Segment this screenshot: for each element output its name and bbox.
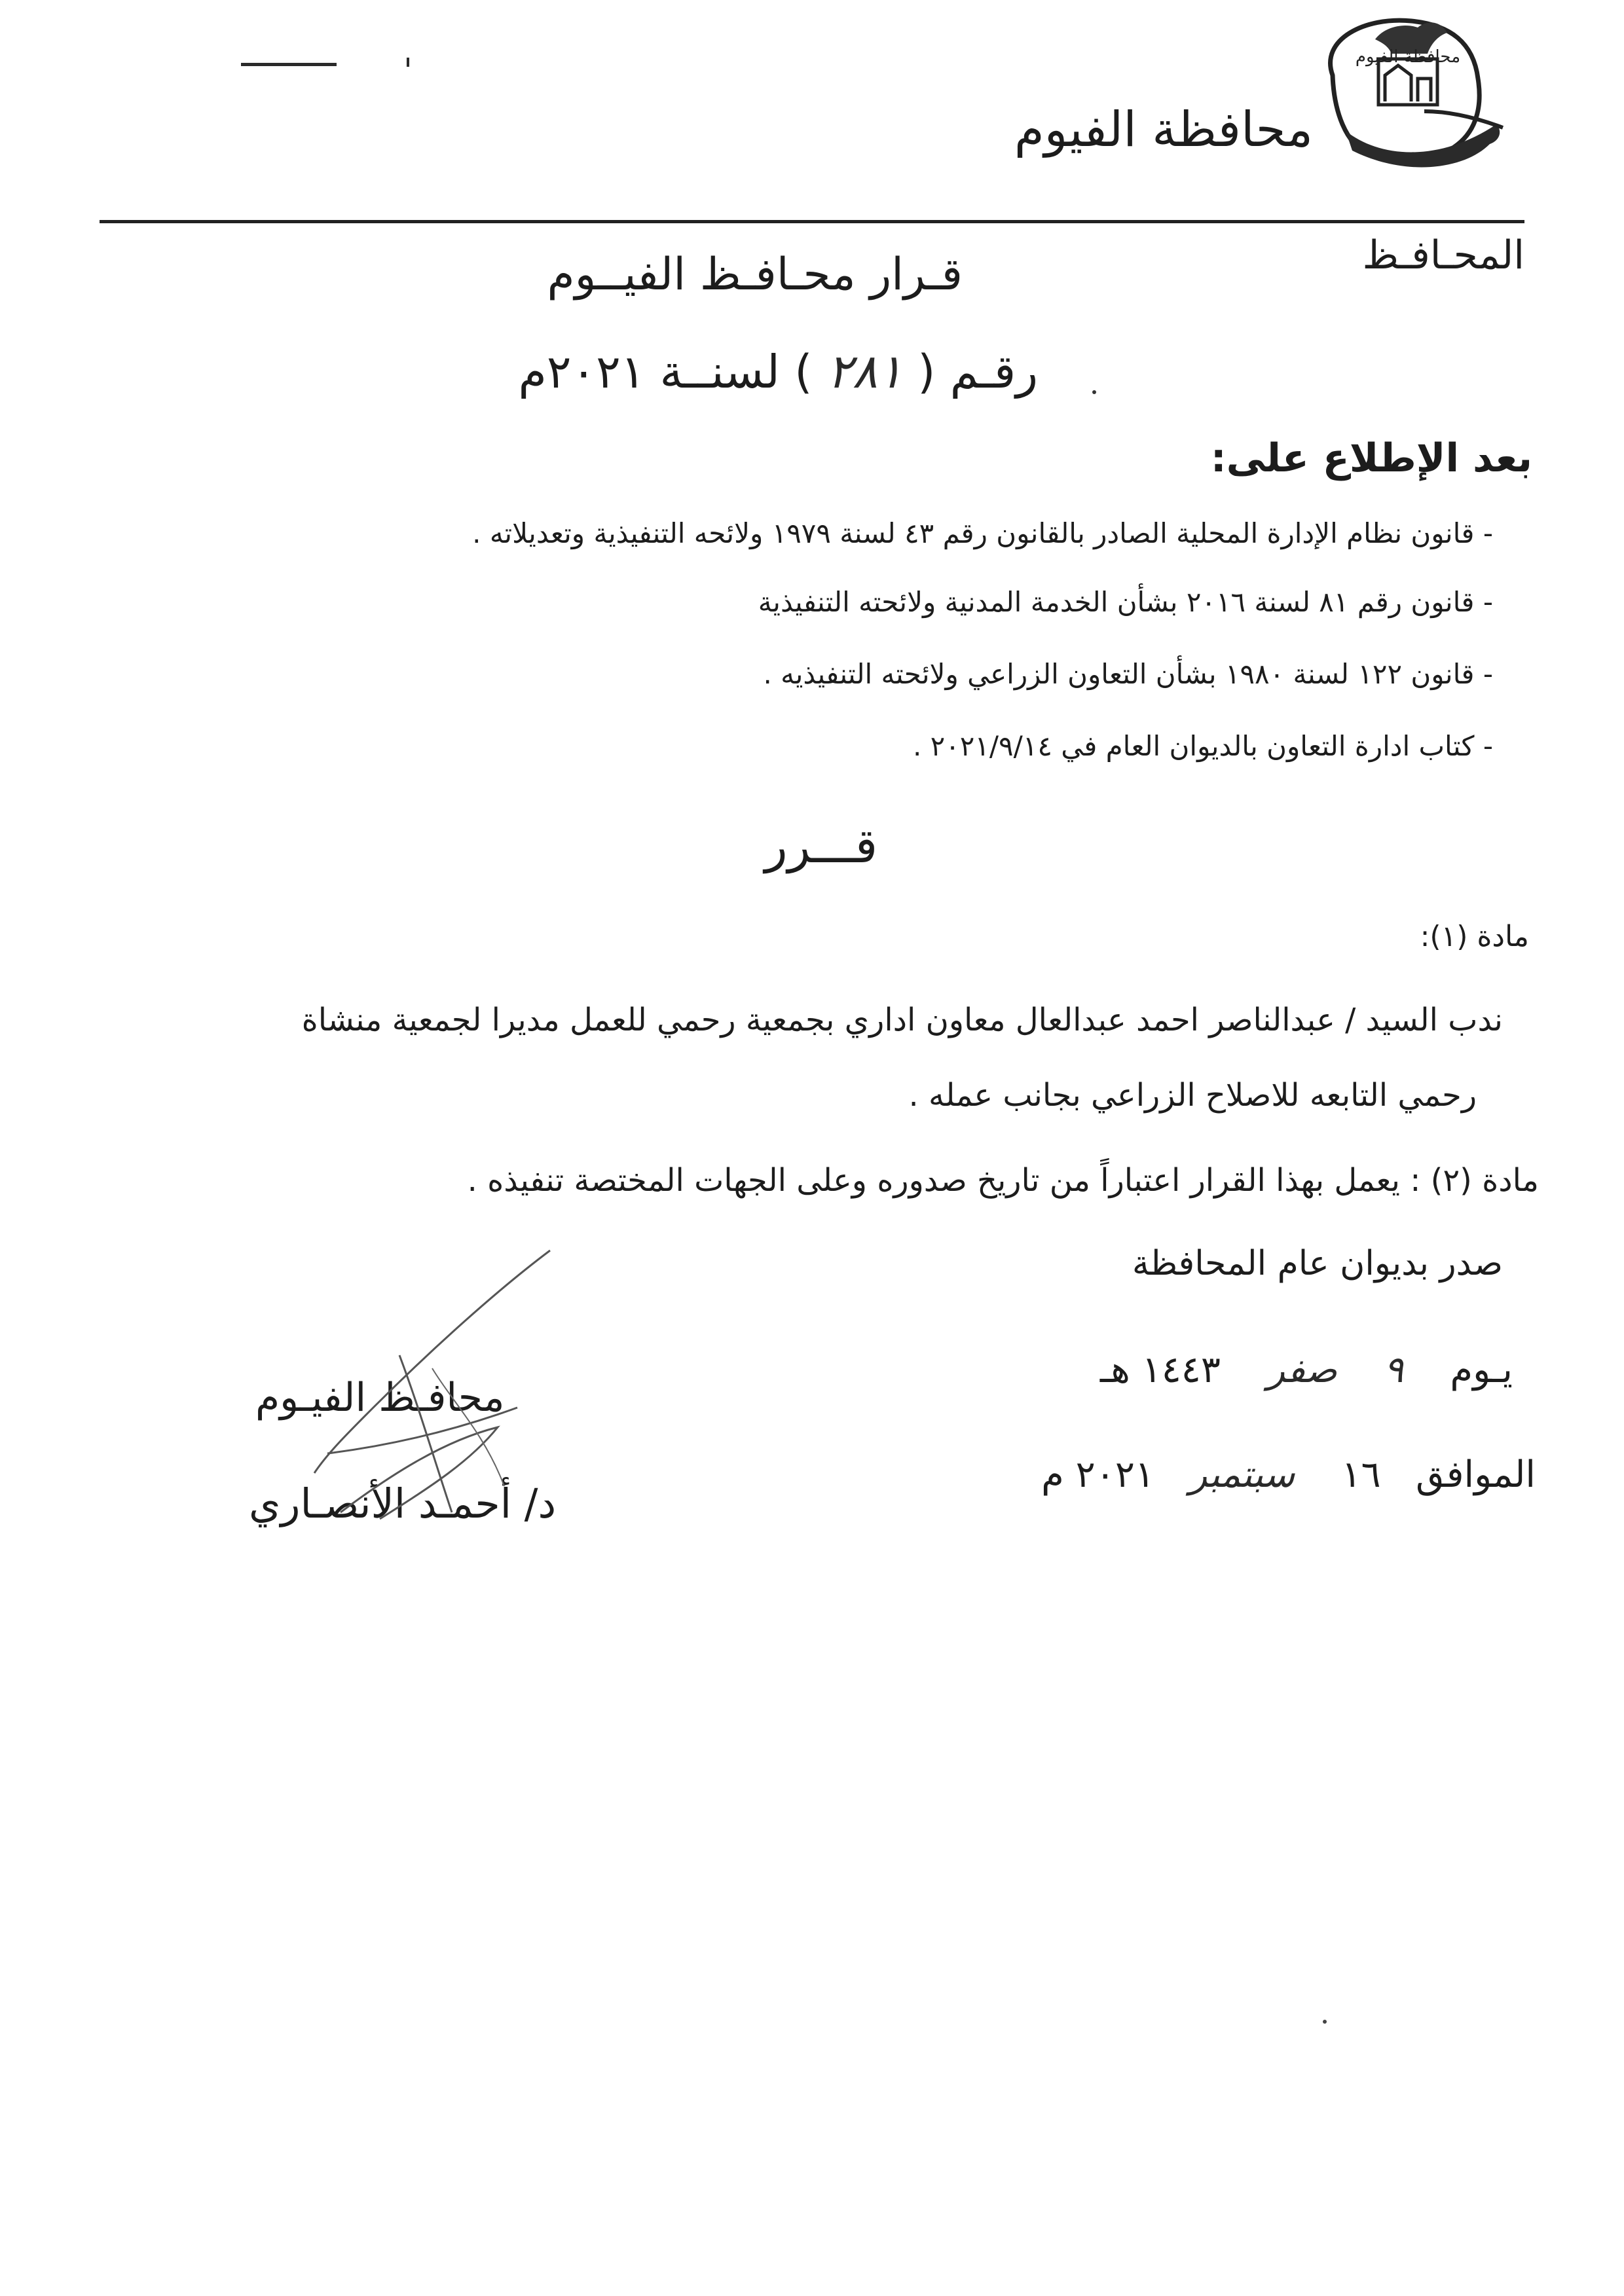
reference-item: - قانون رقم ٨١ لسنة ٢٠١٦ بشأن الخدمة المدنية ولائحته التنفيذية bbox=[758, 586, 1493, 618]
reference-item: - قانون نظام الإدارة المحلية الصادر بالقانون رقم ٤٣ لسنة ١٩٧٩ ولائحه التنفيذية وتعديلاته . bbox=[472, 517, 1493, 549]
article-1-label: مادة (١): bbox=[1420, 920, 1529, 953]
article-1-text: رحمي التابعه للاصلاح الزراعي بجانب عمله . bbox=[908, 1077, 1477, 1114]
gregorian-date bbox=[1041, 1453, 1536, 1496]
handwritten-signature-icon bbox=[301, 1237, 576, 1552]
decision-number-value: ٢٨١ bbox=[826, 344, 903, 399]
gregorian-date-month: سبتمبر bbox=[1189, 1453, 1295, 1496]
gregorian-date-year: ٢٠٢١ م bbox=[1041, 1453, 1154, 1496]
signatory-name: د/ أحمـد الأنصـاري bbox=[249, 1480, 557, 1527]
svg-text:محافظة الفيوم: محافظة الفيوم bbox=[1355, 47, 1461, 67]
scan-mark bbox=[407, 58, 409, 67]
governorate-name: محافظة الفيوم bbox=[1014, 101, 1313, 158]
issued-at: صدر بديوان عام المحافظة bbox=[1132, 1244, 1503, 1283]
governorate-emblem-icon bbox=[1306, 13, 1516, 190]
gregorian-date-day: ١٦ bbox=[1341, 1453, 1381, 1496]
hijri-date-month: صفر bbox=[1267, 1349, 1337, 1391]
decision-number-prefix: رقـم ( bbox=[917, 345, 1038, 399]
gregorian-date-label: الموافق bbox=[1416, 1453, 1536, 1496]
reference-item: - قانون ١٢٢ لسنة ١٩٨٠ بشأن التعاون الزراعي ولائحته التنفيذيه . bbox=[763, 658, 1493, 690]
review-heading: بعد الإطلاع على: bbox=[1210, 435, 1532, 481]
reference-item: - كتاب ادارة التعاون بالديوان العام في ٢٠٢١/٩/١٤ . bbox=[912, 730, 1493, 762]
decision-title: قـرار محـافـظ الفيــوم bbox=[547, 249, 963, 301]
hijri-date-day: ٩ bbox=[1384, 1349, 1404, 1391]
scan-mark bbox=[1323, 2020, 1327, 2024]
scan-mark bbox=[241, 63, 337, 66]
decision-number bbox=[519, 344, 1038, 399]
decides-heading: قـــرر bbox=[764, 818, 877, 873]
hijri-date bbox=[1100, 1349, 1513, 1391]
header-divider bbox=[100, 220, 1524, 223]
scan-mark bbox=[1092, 390, 1096, 394]
decision-number-suffix: ) لسنــة ٢٠٢١م bbox=[518, 345, 813, 399]
hijri-date-year: ١٤٤٣ هـ bbox=[1099, 1349, 1221, 1391]
article-1-text: ندب السيد / عبدالناصر احمد عبدالعال معاون اداري بجمعية رحمي للعمل مديرا لجمعية منشاة bbox=[301, 1002, 1503, 1038]
article-2-text: مادة (٢) : يعمل بهذا القرار اعتباراً من تاريخ صدوره وعلى الجهات المختصة تنفيذه . bbox=[467, 1162, 1539, 1199]
office-label: المحـافـظ bbox=[1362, 232, 1524, 278]
signatory-title: محافـظ الفيـوم bbox=[255, 1375, 505, 1421]
hijri-date-label: يـوم bbox=[1450, 1349, 1513, 1391]
